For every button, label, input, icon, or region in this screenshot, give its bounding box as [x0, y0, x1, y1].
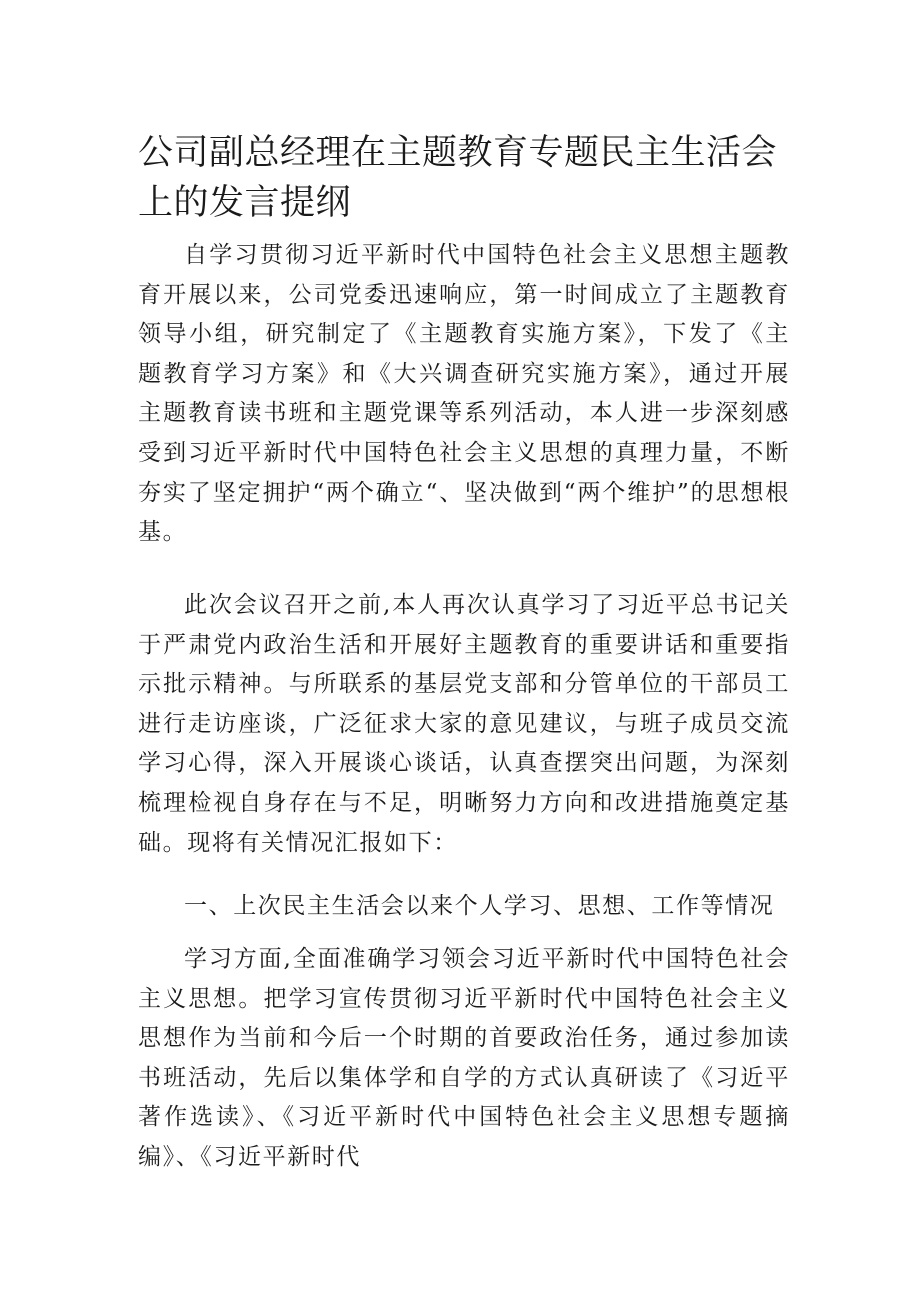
paragraph-preparation: 此次会议召开之前,本人再次认真学习了习近平总书记关于严肃党内政治生活和开展好主题教育的重要讲话和重要指示批示精神。与所联系的基层党支部和分管单位的干部员工进行走访座谈，广泛征求大家的意见建议，与班子成员交流学习心得，深入开展谈心谈话，认真查摆突出问题，为深刻梳理检视自身存在与不足，明晰努力方向和改进措施奠定基础。现将有关情况汇报如下：: [138, 592, 790, 856]
paragraph-intro: 自学习贯彻习近平新时代中国特色社会主义思想主题教育开展以来，公司党委迅速响应，第一时间成立了主题教育领导小组，研究制定了《主题教育实施方案》，下发了《主题教育学习方案》和《大兴调查研究实施方案》，通过开展主题教育读书班和主题党课等系列活动，本人进一步深刻感受到习近平新时代中国特色社会主义思想的真理力量，不断夯实了坚定拥护“两个确立“、坚决做到“两个维护”的思想根基。: [138, 242, 790, 546]
paragraph-study: 学习方面,全面准确学习领会习近平新时代中国特色社会主义思想。把学习宣传贯彻习近平新时代中国特色社会主义思想作为当前和今后一个时期的首要政治任务，通过参加读书班活动，先后以集体学和自学的方式认真研读了《习近平著作选读》、《习近平新时代中国特色社会主义思想专题摘编》、《习近平新时代: [138, 946, 790, 1170]
section-heading: 一、上次民主生活会以来个人学习、思想、工作等情况: [184, 893, 775, 919]
document-title: 公司副总经理在主题教育专题民主生活会上的发言提纲: [138, 133, 778, 223]
